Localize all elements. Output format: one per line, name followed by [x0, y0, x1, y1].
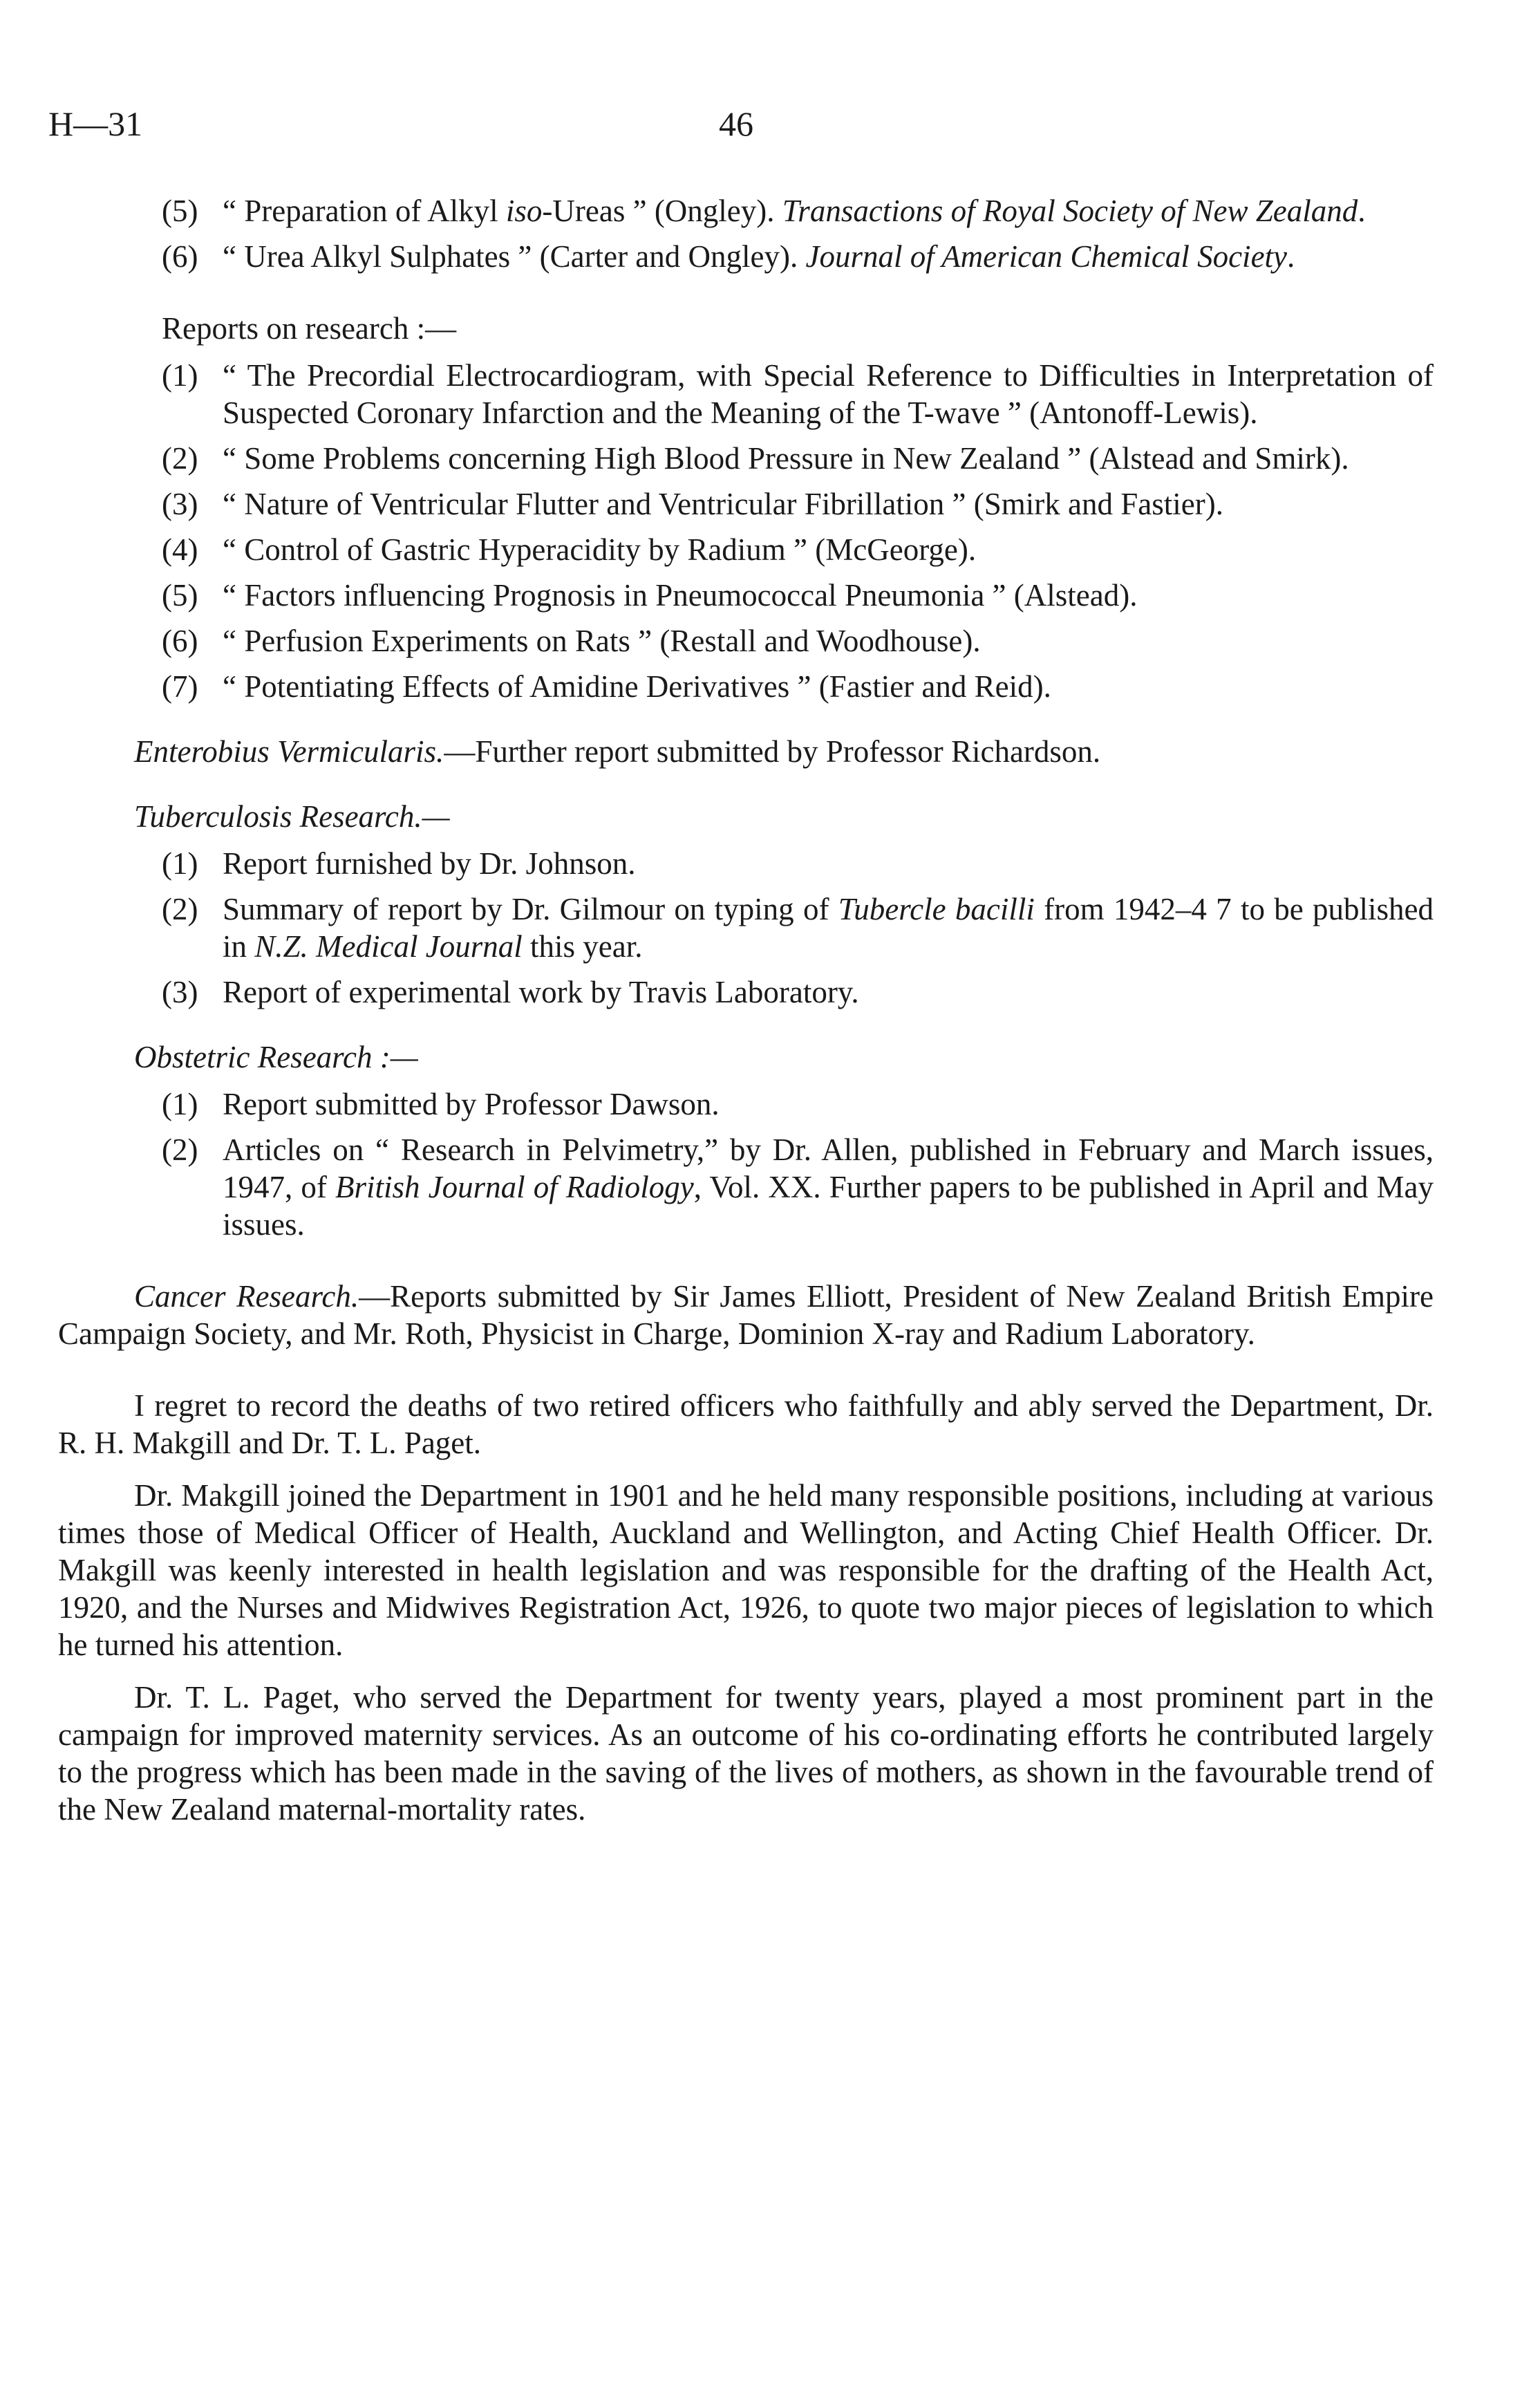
- report-item: (1) “ The Precordial Electrocardiogram, with Special Reference to Difficulties in Interpretation of Suspected Coronary Infarction and the Meaning of the T-wave ” (Antonoff-Lewis).: [162, 358, 1434, 430]
- report-item: (2) “ Some Problems concerning High Blood Pressure in New Zealand ” (Alstead and Smirk).: [162, 441, 1349, 476]
- paget-paragraph: Dr. T. L. Paget, who served the Department for twenty years, played a most prominent part in the campaign for improved maternity services. As an outcome of his co-ordinating efforts he contributed largely to the progress which has been made in the saving of the lives of mothers, as shown in the favourable trend of the New Zealand maternal-mortality rates.: [58, 1680, 1434, 1827]
- reports-lead: Reports on research :—: [162, 311, 457, 346]
- report-item: (4) “ Control of Gastric Hyperacidity by Radium ” (McGeorge).: [162, 532, 977, 567]
- report-reference: H—31: [48, 104, 143, 143]
- obituary-intro: I regret to record the deaths of two retired officers who faithfully and ably served the Department, Dr. R. H. Makgill and Dr. T. L. Paget.: [58, 1388, 1434, 1460]
- report-item: (3) “ Nature of Ventricular Flutter and Ventricular Fibrillation ” (Smirk and Fastier).: [162, 487, 1223, 521]
- tuberculosis-title: Tuberculosis Research.—: [134, 799, 450, 834]
- publication-item: (6) “ Urea Alkyl Sulphates ” (Carter and Ongley). Journal of American Chemical Society.: [162, 239, 1295, 274]
- tuberculosis-item: (1) Report furnished by Dr. Johnson.: [162, 846, 636, 881]
- enterobius-title: Enterobius Vermicularis.: [134, 734, 444, 769]
- obstetric-title: Obstetric Research :—: [134, 1040, 418, 1074]
- tuberculosis-item: (3) Report of experimental work by Travis Laboratory.: [162, 975, 859, 1009]
- cancer-section: Cancer Research.—Reports submitted by Sir James Elliott, President of New Zealand British Empire Campaign Society, and Mr. Roth, Physicist in Charge, Dominion X-ray and Radium Laboratory.: [58, 1279, 1434, 1351]
- page-number: 46: [719, 104, 753, 143]
- report-item: (6) “ Perfusion Experiments on Rats ” (Restall and Woodhouse).: [162, 624, 981, 658]
- obstetric-item: (2) Articles on “ Research in Pelvimetry,” by Dr. Allen, published in February and March issues, 1947, of British Journal of Radiology, Vol. XX. Further papers to be published in April and May issues.: [162, 1132, 1434, 1242]
- tuberculosis-item: (2) Summary of report by Dr. Gilmour on typing of Tubercle bacilli from 1942–4 7 to be published in N.Z. Medical Journal this year.: [162, 892, 1434, 964]
- report-item: (7) “ Potentiating Effects of Amidine Derivatives ” (Fastier and Reid).: [162, 669, 1051, 704]
- obstetric-item: (1) Report submitted by Professor Dawson.: [162, 1087, 720, 1121]
- cancer-title: Cancer Research.: [134, 1279, 359, 1314]
- page-content: [58, 192, 1434, 1843]
- enterobius-section: Enterobius Vermicularis.—Further report submitted by Professor Richardson.: [134, 734, 1101, 769]
- report-item: (5) “ Factors influencing Prognosis in Pneumococcal Pneumonia ” (Alstead).: [162, 578, 1138, 613]
- publication-item: (5) “ Preparation of Alkyl iso-Ureas ” (Ongley). Transactions of Royal Society of New Zealand.: [162, 194, 1366, 228]
- makgill-paragraph: Dr. Makgill joined the Department in 1901 and he held many responsible positions, including at various times those of Medical Officer of Health, Auckland and Wellington, and Acting Chief Health Officer. Dr. Makgill was keenly interested in health legislation and was responsible for the drafting of the Health Act, 1920, and the Nurses and Midwives Registration Act, 1926, to quote two major pieces of legislation to which he turned his attention.: [58, 1478, 1434, 1662]
